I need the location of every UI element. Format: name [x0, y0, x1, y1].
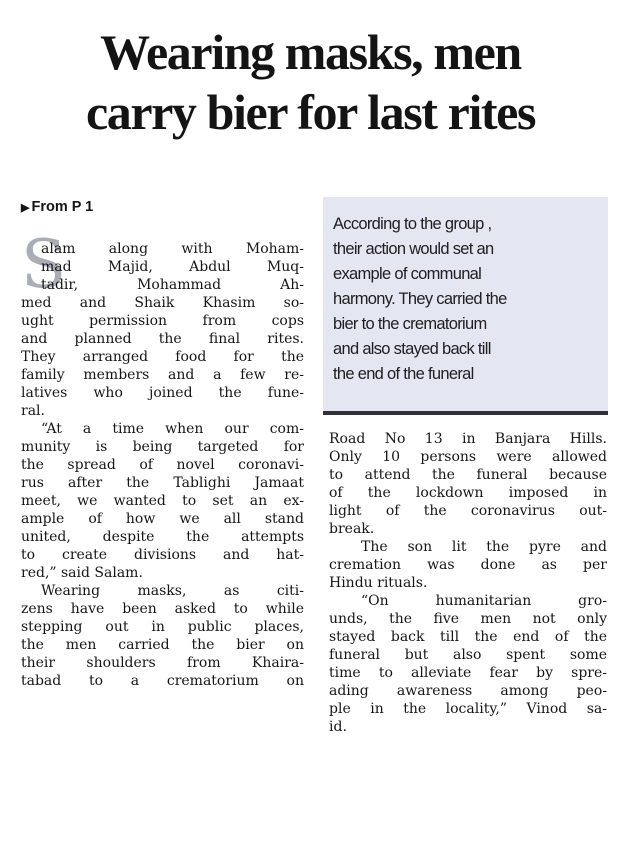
article-line: ral. [21, 403, 45, 419]
article-line: zens have been asked to while [21, 601, 304, 617]
article-line: to attend the funeral because [329, 467, 607, 483]
article-line: the men carried the bier on [21, 637, 304, 653]
continued-from-label: From P 1 [31, 199, 94, 215]
article-line: latives who joined the fune- [21, 385, 304, 401]
right-column [329, 430, 607, 736]
drop-cap: S [21, 226, 67, 303]
article-line: tabad to a crematorium on [21, 673, 304, 689]
play-triangle-icon: ▶ [21, 202, 30, 214]
article-line: Wearing masks, as citi- [41, 583, 304, 599]
article-line: mad Majid, Abdul Muq- [41, 259, 304, 275]
article-line: funeral but also spent some [329, 647, 607, 663]
article-line: and planned the final rites. [21, 331, 304, 347]
article-line: red,” said Salam. [21, 565, 143, 581]
article-line: the spread of novel coronavi- [21, 457, 304, 473]
article-line: They arranged food for the [21, 349, 304, 365]
pull-quote-line: the end of the funeral [333, 365, 474, 383]
article-line: The son lit the pyre and [361, 539, 607, 555]
article-line: tadir, Mohammad Ah- [41, 277, 304, 293]
headline [10, 22, 611, 142]
article-line: rus after the Tablighi Jamaat [21, 475, 304, 491]
article-line: ught permission from cops [21, 313, 304, 329]
article-line: “On humanitarian gro- [361, 593, 607, 609]
article-line: ample of how we all stand [21, 511, 304, 527]
article-line: Only 10 persons were allowed [329, 449, 607, 465]
continued-from-marker [21, 199, 93, 215]
headline-line-1: Wearing masks, men [100, 24, 521, 80]
article-line: unds, the five men not only [329, 611, 607, 627]
article-line: Hindu rituals. [329, 575, 428, 591]
pull-quote-line: harmony. They carried the [333, 290, 507, 308]
article-line: cremation was done as per [329, 557, 607, 573]
article-line: time to alleviate fear by spre- [329, 665, 607, 681]
pull-quote [333, 212, 601, 387]
left-column [21, 240, 304, 690]
article-line: ple in the locality,” Vinod sa- [329, 701, 607, 717]
headline-line-2: carry bier for last rites [85, 84, 536, 140]
pull-quote-line: and also stayed back till [333, 340, 491, 358]
article-line: ading awareness among peo- [329, 683, 607, 699]
pull-quote-line: example of communal [333, 265, 482, 283]
article-line: light of the coronavirus out- [329, 503, 607, 519]
article-line: united, despite the attempts [21, 529, 304, 545]
article-line: alam along with Moham- [41, 241, 304, 257]
article-line: of the lockdown imposed in [329, 485, 607, 501]
article-line: stayed back till the end of the [329, 629, 607, 645]
article-line: stepping out in public places, [21, 619, 304, 635]
article-line: family members and a few re- [21, 367, 304, 383]
article-line: Road No 13 in Banjara Hills. [329, 431, 607, 447]
pull-quote-line: bier to the crematorium [333, 315, 487, 333]
article-line: break. [329, 521, 375, 537]
article-line: to create divisions and hat- [21, 547, 304, 563]
article-line: “At a time when our com- [41, 421, 304, 437]
article-line: meet, we wanted to set an ex- [21, 493, 304, 509]
article-line: munity is being targeted for [21, 439, 304, 455]
pull-quote-line: According to the group , [333, 215, 492, 233]
article-line: med and Shaik Khasim so- [21, 295, 304, 311]
pull-quote-line: their action would set an [333, 240, 494, 258]
article-line: id. [329, 719, 347, 735]
article-line: their shoulders from Khaira- [21, 655, 304, 671]
